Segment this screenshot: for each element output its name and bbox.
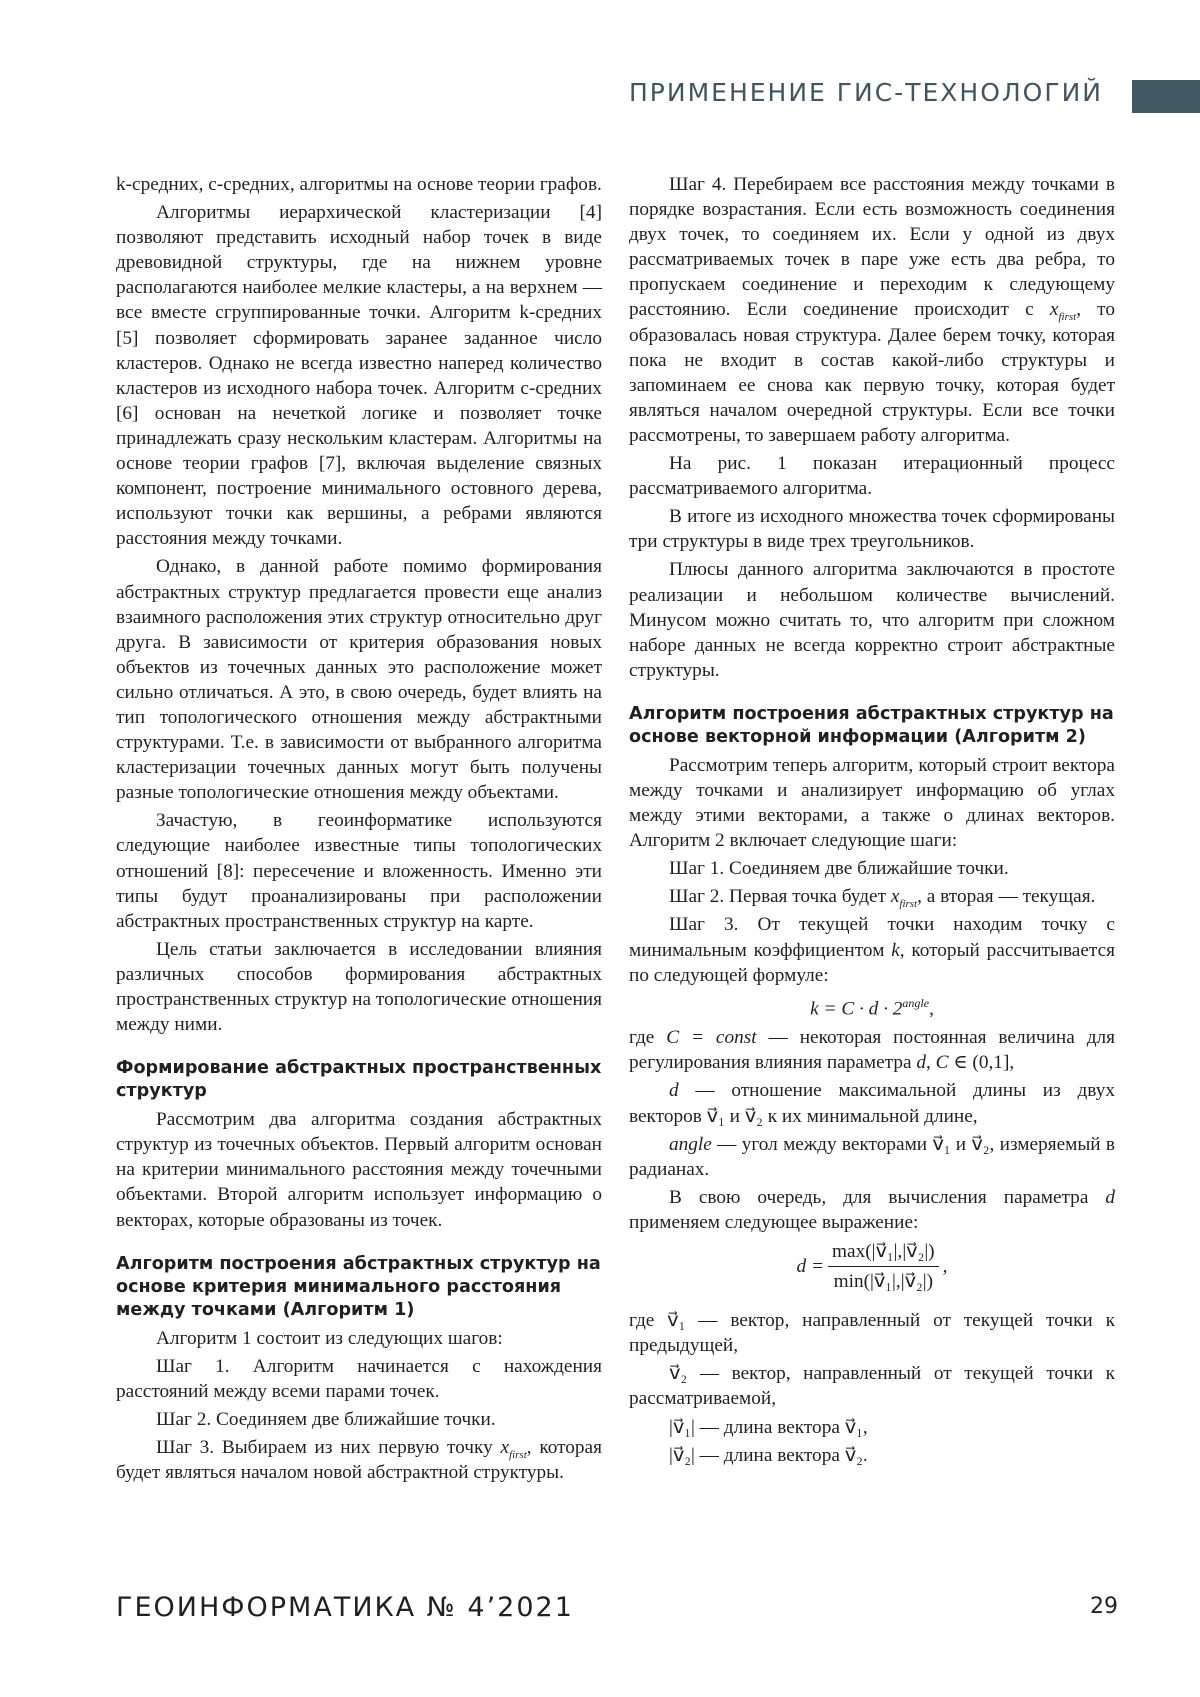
- right-column: [629, 172, 1115, 1471]
- paragraph: Шаг 1. Соединяем две ближайшие точки.: [669, 858, 1009, 880]
- math-var: C: [935, 1052, 949, 1074]
- paragraph: |v⃗₁| — длина вектора v⃗₁,: [669, 1416, 868, 1438]
- paragraph: [629, 1185, 1115, 1235]
- math-var: x: [500, 1437, 510, 1459]
- math-sub: first: [509, 1448, 527, 1461]
- fraction-numerator: max(|v⃗₁|,|v⃗₂|): [828, 1239, 939, 1267]
- formula-tail: ,: [942, 1256, 948, 1278]
- formula-tail: ,: [929, 998, 934, 1020]
- text: , а вторая — текущая.: [917, 886, 1096, 908]
- paragraph: где v⃗₁ — вектор, направленный от текущей точки к предыдущей,: [629, 1310, 1115, 1357]
- paragraph: [629, 1078, 1115, 1128]
- paragraph: Алгоритмы иерархической кластеризации [4] позволяют представить исходный набор точек в виде древовидной структуры, где на нижнем уровне располагаются наиболее мелкие кластеры, а на верхнем — все вместе сгруппированные точки. Алгоритм k-средних [5] позволяет сформировать заранее заданное число кластеров. Однако не всегда известно наперед количество кластеров из исходного набора точек. Алгоритм c-средних [6] основан на нечеткой логике и позволяет точке принадлежать сразу нескольким кластерам. Алгоритмы на основе теории графов [7], включая выделение связных компонент, построение минимального остовного дерева, используют точки как вершины, а ребрами являются расстояния между точками.: [116, 202, 602, 550]
- paragraph: Однако, в данной работе помимо формирования абстрактных структур предлагается провести еще анализ взаимного расположения этих структур относительно друг друга. В зависимости от критерия образования новых объектов из точечных данных это расположение может сильно отличаться. А это, в свою очередь, будет влиять на тип топологического отношения между абстрактными структурами. Т.е. в зависимости от выбранного алгоритма кластеризации точечных данных могут быть получены разные топологические отношения между объектами.: [116, 556, 602, 804]
- paragraph: [629, 884, 1115, 909]
- paragraph: |v⃗₂| — длина вектора v⃗₂.: [669, 1444, 868, 1466]
- section-heading: Алгоритм построения абстрактных структур на основе векторной информации (Алгоритм 2): [629, 703, 1114, 747]
- text: Шаг 4. Перебираем все расстояния между точками в порядке возрастания. Если есть возможность соединения двух точек, то соединяем их. Если у одной из двух рассматриваемых точек в паре уже есть два ребра, то пропускаем соединение и переходим к следующему расстоянию. Если соединение происходит с: [629, 174, 1115, 321]
- math-sub: first: [899, 898, 918, 911]
- math-var: C = const: [666, 1027, 757, 1049]
- formula-k: [629, 991, 1115, 1022]
- paragraph: [116, 1435, 602, 1485]
- math-var: angle: [669, 1133, 712, 1155]
- paragraph: v⃗₂ — вектор, направленный от текущей точки к рассматриваемой,: [629, 1363, 1115, 1410]
- journal-title: ГЕОИНФОРМАТИКА № 4’2021: [116, 1592, 574, 1623]
- paragraph: Алгоритм 1 состоит из следующих шагов:: [156, 1327, 503, 1349]
- math-var: x: [890, 886, 900, 908]
- text: В свою очередь, для вычисления параметра: [669, 1186, 1106, 1208]
- math-var: d: [1105, 1186, 1115, 1208]
- paragraph: [629, 1132, 1115, 1182]
- formula-exponent: angle: [902, 995, 930, 1010]
- math-var: x: [1049, 299, 1059, 321]
- paragraph: Шаг 1. Алгоритм начинается с нахождения расстояний между всеми парами точек.: [116, 1355, 602, 1402]
- fraction-denominator: min(|v⃗₁|,|v⃗₂|): [833, 1271, 933, 1293]
- left-column: [116, 172, 602, 1488]
- formula-lhs: k = C · d · 2: [810, 998, 903, 1020]
- section-title: ПРИМЕНЕНИЕ ГИС-ТЕХНОЛОГИЙ: [629, 78, 1103, 107]
- section-heading: Алгоритм построения абстрактных структур на основе критерия минимального расстояния между точками (Алгоритм 1): [116, 1253, 601, 1320]
- paragraph: В итоге из исходного множества точек сформированы три структуры в виде трех треугольников.: [629, 506, 1115, 553]
- header-accent-bar: [1132, 80, 1200, 113]
- formula-d: [629, 1239, 1115, 1294]
- text: , который рассчитывается по следующей формуле:: [629, 939, 1116, 986]
- text: — угол между векторами v⃗₁ и v⃗₂, измеряемый в радианах.: [629, 1133, 1115, 1180]
- text: — отношение максимальной длины из двух векторов v⃗₁ и v⃗₂ к их минимальной длине,: [629, 1080, 1115, 1127]
- page-number: 29: [1090, 1594, 1118, 1619]
- paragraph: Цель статьи заключается в исследовании влияния различных способов формирования абстрактных пространственных структур на топологические отношения между ними.: [116, 938, 602, 1036]
- paragraph: Рассмотрим теперь алгоритм, который строит вектора между точками и анализирует информацию об углах между этими векторами, а также о длинах векторов. Алгоритм 2 включает следующие шаги:: [629, 754, 1115, 852]
- text: , которая будет являться началом новой абстрактной структуры.: [116, 1437, 602, 1484]
- paragraph: Зачастую, в геоинформатике используются следующие наиболее известные типы топологических отношений [8]: пересечение и вложенность. Именно эти типы будут проанализированы при расположении абстрактных пространственных структур на карте.: [116, 810, 602, 932]
- text: Шаг 3. От текущей точки находим точку с минимальным коэффициентом: [629, 914, 1115, 961]
- math-var: d: [669, 1080, 679, 1102]
- paragraph: [629, 172, 1115, 448]
- paragraph: [629, 912, 1115, 987]
- paragraph: [629, 1025, 1115, 1075]
- paragraph: Плюсы данного алгоритма заключаются в простоте реализации и небольшом количестве вычислений. Минусом можно считать то, что алгоритм при сложном наборе данных не всегда корректно строит абстрактные структуры.: [629, 559, 1115, 681]
- section-heading: Формирование абстрактных пространственных структур: [116, 1058, 602, 1102]
- math-var: k: [891, 939, 900, 961]
- paragraph: На рис. 1 показан итерационный процесс рассматриваемого алгоритма.: [629, 453, 1115, 500]
- formula-lhs: d =: [796, 1256, 825, 1278]
- paragraph: Рассмотрим два алгоритма создания абстрактных структур из точечных объектов. Первый алгоритм основан на критерии минимального расстояния между точечными объектами. Второй алгоритм использует информацию о векторах, которые образованы из точек.: [116, 1109, 602, 1231]
- text: где: [629, 1027, 667, 1049]
- text: Шаг 3. Выбираем из них первую точку: [156, 1437, 501, 1459]
- math-var: d: [916, 1052, 926, 1074]
- text: — некоторая постоянная величина для регулирования влияния параметра: [629, 1027, 1115, 1074]
- text: , то образовалась новая структура. Далее берем точку, которая пока не входит в состав какой-либо структуры и запоминаем ее снова как первую точку, которая будет являться началом очередной структуры. Если все точки рассмотрены, то завершаем работу алгоритма.: [629, 299, 1115, 446]
- fraction: [828, 1239, 939, 1294]
- paragraph: Шаг 2. Соединяем две ближайшие точки.: [156, 1408, 496, 1430]
- text: ,: [926, 1052, 936, 1074]
- text: Шаг 2. Первая точка будет: [669, 886, 891, 908]
- math-sub: first: [1058, 311, 1077, 324]
- text: ∈ (0,1],: [948, 1052, 1015, 1074]
- text: применяем следующее выражение:: [629, 1211, 919, 1233]
- paragraph: k-средних, c-средних, алгоритмы на основе теории графов.: [116, 174, 602, 195]
